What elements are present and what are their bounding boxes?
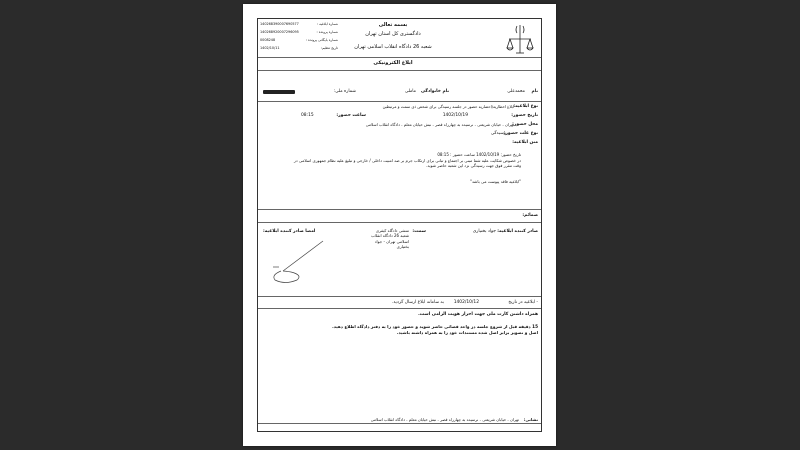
name-value: محمدعلی	[507, 89, 525, 94]
issuer-value: جواد بختیاری	[472, 229, 496, 234]
sent-date: 1402/10/12	[453, 300, 479, 305]
sent-prefix: - ابلاغیه در تاریخ	[508, 300, 538, 305]
document-page	[243, 4, 556, 446]
divider	[258, 308, 541, 309]
divider	[258, 101, 541, 102]
divider	[258, 222, 541, 223]
attendance-date-value: 1402/10/19	[442, 113, 468, 118]
notice-text-body: در خصوص شکایت علیه شما مبنی بر اجتماع و تبانی برای ارتکاب جرم بر ضد امنیت داخلی / خارجی و تبلیغ علیه نظام جمهوری اسلامی در وقت مقرر فوق جهت رسیدگی نزد این شعبه حاضر شوید.	[293, 158, 521, 169]
judiciary-emblem-icon	[505, 23, 535, 57]
attendance-reason-value: رسیدگی	[490, 131, 506, 136]
attendance-time-value: 08:15	[301, 113, 314, 118]
organization-name: دادگستری کل استان تهران	[365, 31, 421, 37]
address-label: نشانی:	[523, 417, 538, 422]
sent-suffix: به سامانه ابلاغ ارسال گردید.	[391, 300, 444, 305]
notice-attachment-note: "ابلاغیه فاقد پیوست می باشد"	[470, 179, 521, 184]
national-id-label: شماره ملی:	[333, 89, 356, 94]
meta-issue-date: تاریخ تنظیم: 1402/10/11	[260, 46, 338, 50]
divider	[258, 209, 541, 210]
signature-image	[263, 237, 333, 285]
document-title: ابلاغ الکترونیکی	[373, 60, 413, 66]
notice-text-line1: تاریخ حضور: 1402/10/19 ساعت حضور : 08:15	[437, 152, 521, 157]
notice-type-value: ابلاغ اخطاریه/احضاریه حضور در جلسه رسیدگی برای شخص ذی سمت و مرتبطین	[382, 104, 514, 109]
address-value: تهران - خیابان شریعتی - نرسیده به چهارراه قصر - نبش خیابان معلم - دادگاه انقلاب اسلامی	[370, 417, 519, 422]
attendance-place-label: محل حضور:	[512, 122, 538, 127]
meta-archive-number: شماره بایگانی پرونده : 0008248	[260, 38, 338, 42]
instruction-documents: اصل و تصویر برابر اصل شده مستندات خود را به همراه داشته باشید.	[396, 330, 538, 335]
signature-label: امضا صادر کننده ابلاغیه:	[263, 229, 316, 234]
instruction-arrival: 15 دقیقه قبل از شروع جلسه در واحد قضائی حاضر شوید و حضور خود را به دفتر دادگاه اطلاع دهید.	[332, 324, 538, 329]
divider	[258, 57, 541, 58]
family-name-value: ماملی	[404, 89, 416, 94]
notice-text-label: متن ابلاغیه:	[512, 140, 538, 145]
divider	[258, 296, 541, 297]
bismillah-text: بسمه تعالی	[378, 22, 408, 28]
issuer-label: صادر کننده ابلاغیه:	[497, 229, 538, 234]
meta-notice-number: شماره ابلاغیه : 140268390007690577	[260, 22, 338, 26]
id-card-note: همراه داشتن کارت ملی جهت احراز هویت الزامی است.	[418, 312, 538, 317]
attendance-time-label: ساعت حضور:	[336, 113, 366, 118]
attendance-place-value: تهران - خیابان شریعتی - نرسیده به چهارراه قصر - نبش خیابان معلم - دادگاه انقلاب اسلامی	[365, 122, 514, 127]
meta-case-number: شماره پرونده : 140268920007296095	[260, 30, 338, 34]
attendance-reason-label: نوع علت حضور:	[503, 131, 538, 136]
position-value: منشی دادگاه کیفری شعبه 26 دادگاه انقلاب اسلامی تهران - جواد بختیاری	[371, 228, 409, 250]
attachments-label: ضمائم:	[522, 213, 538, 218]
court-branch: شعبه 26 دادگاه انقلاب اسلامی تهران	[354, 44, 432, 50]
name-label: نام	[531, 89, 538, 94]
national-id-redacted	[263, 90, 295, 94]
divider	[258, 70, 541, 71]
family-name-label: نام خانوادگی	[420, 89, 449, 94]
address-underline	[258, 423, 541, 424]
document-frame	[257, 18, 542, 432]
position-label: سمت:	[412, 229, 426, 234]
attendance-date-label: تاریخ حضور:	[511, 113, 538, 118]
notice-type-label: نوع ابلاغیه:	[513, 104, 538, 109]
